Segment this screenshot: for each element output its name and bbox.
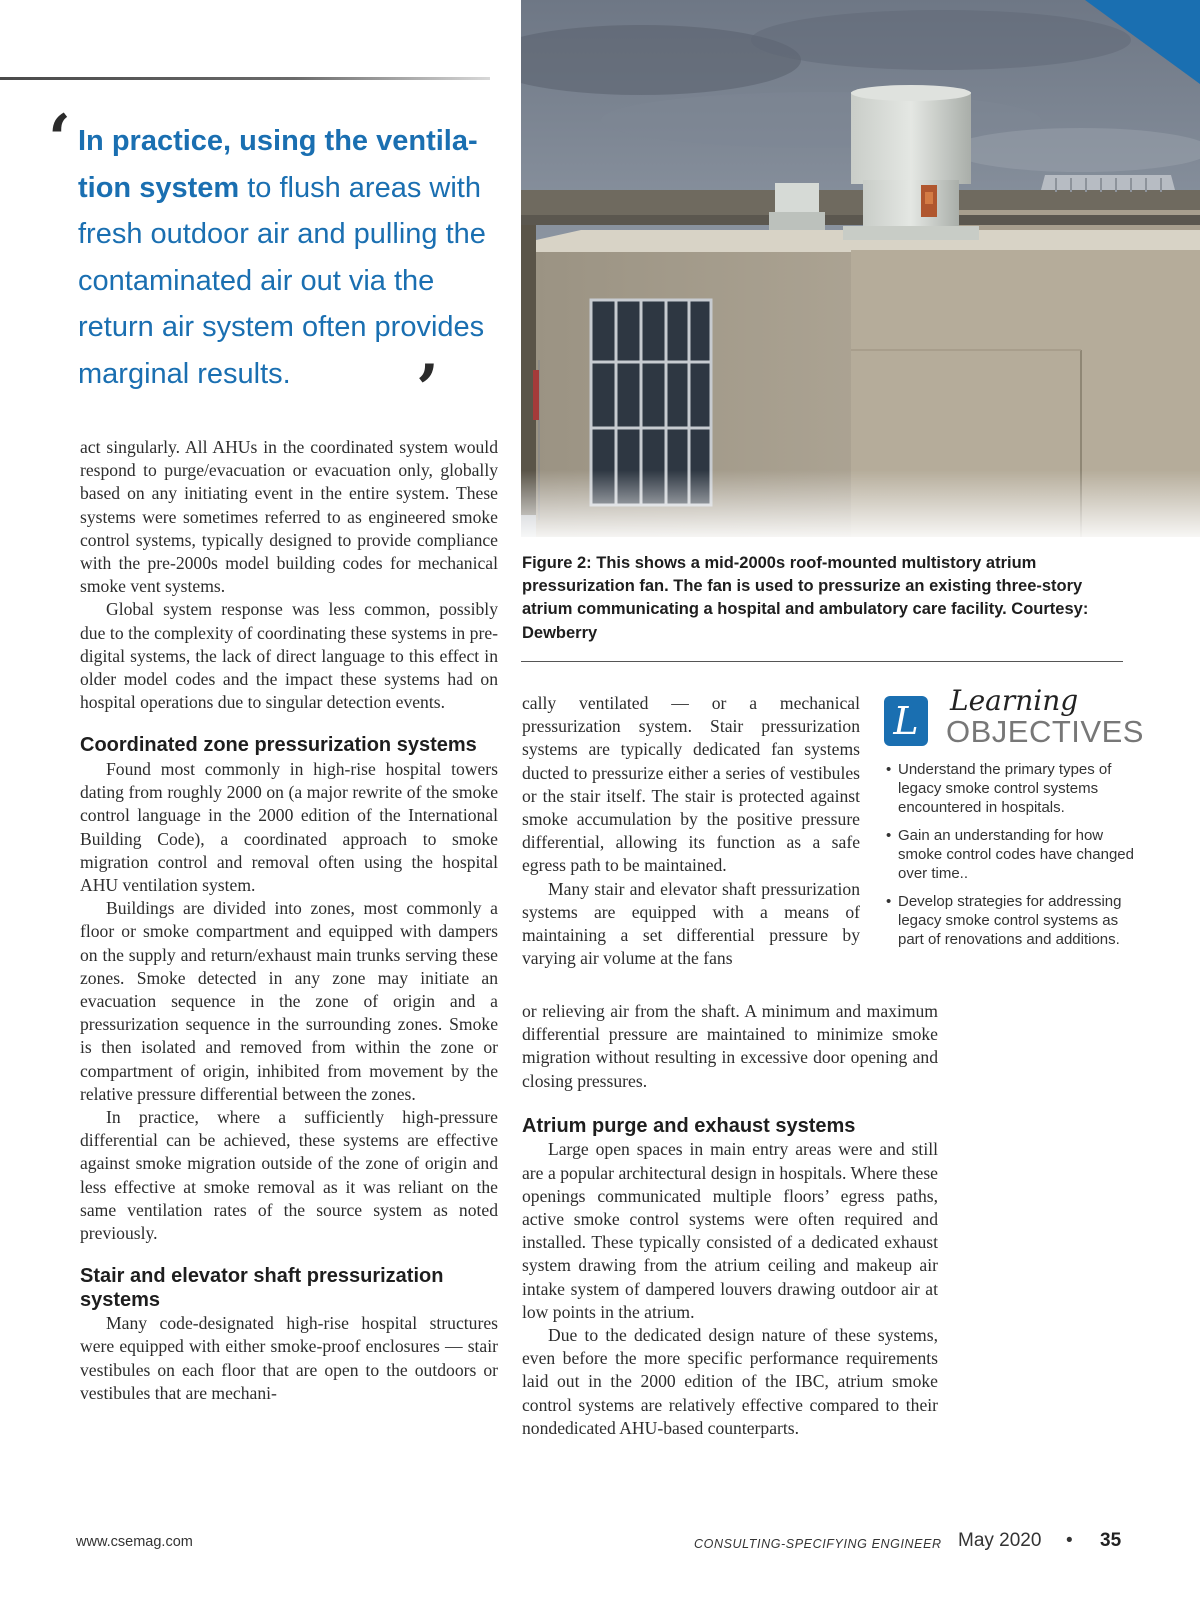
- middle-paragraph-3: Large open spaces in main entry areas were and still are a popular architectural design in hospitals. Where these openings communicated multiple floors’ egress paths, active smoke control systems were often required and installed. These typically consisted of a dedicated exhaust system drawing from the atrium ceiling and makeup air intake system of dampered louvers drawing outdoor air at low points in the atrium.: [522, 1139, 938, 1322]
- learning-objective-item: • Develop strategies for addressing legacy smoke control systems as part of renovations and additions.: [884, 892, 1144, 949]
- middle-column-bottom: [522, 1000, 938, 1440]
- caption-rule: [521, 661, 1123, 662]
- learning-objectives-title-word1: Learning: [950, 684, 1079, 717]
- middle-paragraph-1: cally ventilated — or a mechanical pressurization system. Stair pressurization systems are typically dedicated fan systems ducted to pressurize either a series of vestibules or the stair itself. The stair is protected against smoke accumulation by the positive pressure differential, allowing its function as a safe egress path to be maintained.: [522, 693, 860, 876]
- figure-caption: Figure 2: This shows a mid-2000s roof-mounted multistory atrium pressurization fan. The fan is used to pressurize an existing three-story atrium communicating a hospital and ambulatory care facility. Courtesy: Dewberry: [522, 554, 1089, 642]
- learning-objective-item: • Gain an understanding for how smoke control codes have changed over time..: [884, 826, 1144, 883]
- left-paragraph-5: In practice, where a sufficiently high-pressure differential can be achieved, these systems are effective against smoke migration outside of the zone of origin and less effective at smoke removal as it was reliant on the same ventilation rates of the source system as noted previously.: [80, 1106, 498, 1243]
- heading-coordinated-zone: Coordinated zone pressurization systems: [80, 734, 477, 757]
- pull-quote-rest: to flush areas with fresh outdoor air and pulling the contaminated air out via the return air system often provides marginal results.: [78, 171, 486, 390]
- heading-stair-elevator: Stair and elevator shaft pressurization systems: [80, 1265, 444, 1311]
- left-paragraph-2: Global system response was less common, possibly due to the complexity of coordinating these systems in pre-digital systems, the lack of direct language to this effect in older model codes and the impact these systems had on hospital operations due to singular detection events.: [80, 599, 498, 713]
- heading-atrium-purge: Atrium purge and exhaust systems: [522, 1114, 856, 1137]
- learning-objectives-title-word2: OBJECTIVES: [946, 714, 1144, 749]
- footer-magazine-name: CONSULTING-SPECIFYING ENGINEER: [694, 1537, 942, 1551]
- middle-paragraph-2-top: Many stair and elevator shaft pressurization systems are equipped with a means of maintaining a set differential pressure by varying air volume at the fans: [522, 878, 860, 969]
- open-quote-mark: ‘: [48, 100, 71, 178]
- top-rule: [0, 77, 490, 80]
- left-paragraph-6: Many code-designated high-rise hospital structures were equipped with either smoke-proof enclosures — stair vestibules on each floor that are open to the outdoors or vestibules that are mechani-: [80, 1313, 498, 1403]
- close-quote-mark: ’: [416, 350, 439, 428]
- learning-objectives-badge: L: [884, 696, 928, 746]
- left-paragraph-1: act singularly. All AHUs in the coordinated system would respond to purge/evacuation or evacuation only, globally based on any initiating event in the entire system. These systems were sometimes referred to as engineered smoke control systems, typically designed to provide compliance with the pre-2000s model building codes for mechanical smoke vent systems.: [80, 437, 498, 597]
- middle-paragraph-4: Due to the dedicated design nature of these systems, even before the more specific performance requirements laid out in the 2000 edition of the IBC, atrium smoke control systems are relatively effective compared to their nondedicated AHU-based counterparts.: [522, 1324, 938, 1438]
- left-paragraph-4: Buildings are divided into zones, most commonly a floor or smoke compartment and equipped with dampers on the supply and return/exhaust main trunks serving these zones. Smoke detected in any zone may initiate an evacuation sequence in the zone of origin and a pressurization sequence in the surrounding zones. Smoke is then isolated and removed from within the zone or compartment of origin, inhibited from movement by the relative pressure differential between the zones.: [80, 898, 498, 1104]
- middle-column-top: [522, 692, 860, 970]
- middle-paragraph-2-bottom: or relieving air from the shaft. A minimum and maximum differential pressure are maintained to minimize smoke migration without resulting in excessive door opening and closing pressures.: [522, 1001, 938, 1091]
- footer-date: May 2020: [958, 1530, 1042, 1551]
- learning-objective-item: • Understand the primary types of legacy smoke control systems encountered in hospitals.: [884, 760, 1144, 817]
- figure-photo: [521, 0, 1200, 537]
- left-column: [80, 436, 498, 1405]
- left-paragraph-3: Found most commonly in high-rise hospital towers dating from roughly 2000 on (a major rewrite of the smoke control language in the 2000 edition of the International Building Code), a coordinated approach to smoke migration control and removal often using the hospital AHU ventilation system.: [80, 758, 498, 895]
- page-number: 35: [1100, 1530, 1122, 1551]
- footer-bullet: •: [1066, 1530, 1073, 1551]
- footer-url[interactable]: www.csemag.com: [76, 1534, 193, 1550]
- pull-quote-bold: In practice, using the ventila- tion system: [78, 125, 478, 204]
- learning-objectives-list: [884, 760, 1144, 958]
